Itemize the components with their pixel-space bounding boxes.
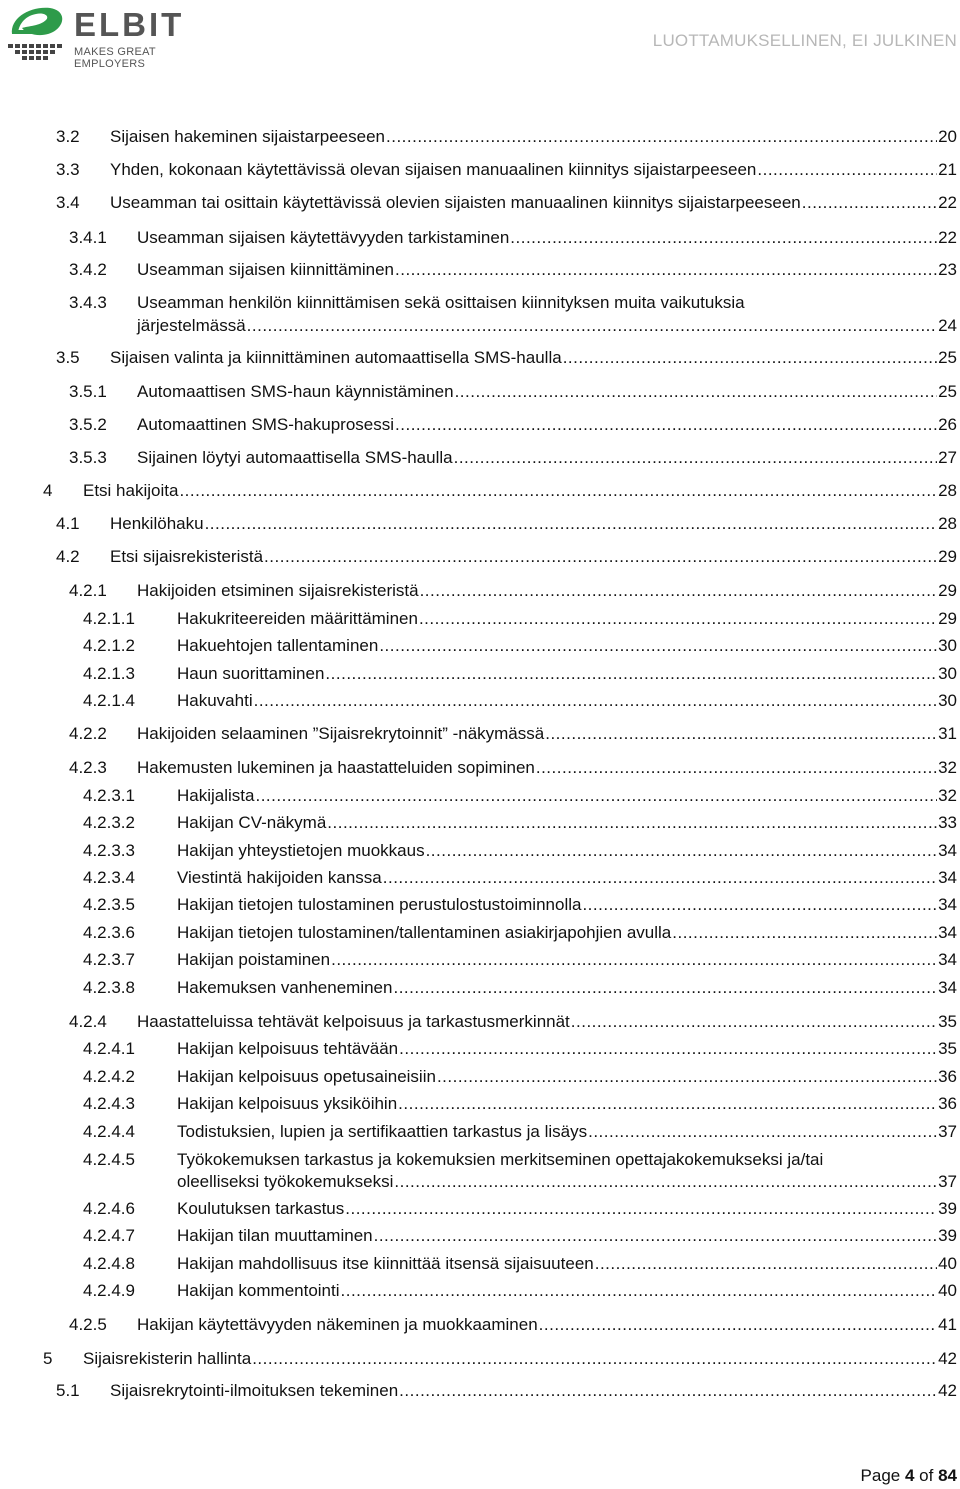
toc-entry-page: 30 [938, 691, 957, 710]
toc-entry[interactable] [83, 1066, 957, 1087]
toc-entry-number: 4.2.3.3 [83, 841, 135, 860]
logo-wordmark: ELBIT [74, 6, 185, 43]
toc-entry-number: 3.2 [56, 127, 80, 146]
toc-entry-title: Hakemusten lukeminen ja haastatteluiden sopiminen [137, 758, 535, 777]
toc-entry-title: Hakijan CV-näkymä [177, 813, 327, 832]
toc-entry-title: järjestelmässä [137, 316, 246, 335]
toc-entry[interactable] [69, 414, 957, 435]
toc-entry[interactable] [69, 723, 957, 744]
toc-entry-page: 35 [938, 1012, 957, 1031]
page-number-separator: of [914, 1466, 939, 1485]
toc-entry-number: 3.4 [56, 193, 80, 212]
toc-entry[interactable] [83, 785, 957, 806]
toc-entry-page: 22 [938, 193, 957, 212]
toc-entry-title: Hakijoiden selaaminen ”Sijaisrekrytoinnit” -näkymässä [137, 724, 545, 743]
toc-entry-number: 3.5 [56, 348, 80, 367]
toc-entry-number: 4.2.3.4 [83, 868, 135, 887]
toc-entry[interactable] [83, 1280, 957, 1301]
toc-entry[interactable] [69, 259, 957, 280]
toc-entry-number: 4.2.3.1 [83, 786, 135, 805]
toc-entry-title: Etsi hakijoita [83, 481, 179, 500]
toc-entry-number: 4.2.3.7 [83, 950, 135, 969]
toc-entry-page: 29 [938, 547, 957, 566]
toc-entry-title: Viestintä hakijoiden kanssa [177, 868, 382, 887]
page-number-prefix: Page [860, 1466, 905, 1485]
toc-entry-page: 23 [938, 260, 957, 279]
toc-entry-page: 34 [938, 841, 957, 860]
toc-entry-title: Automaattisen SMS-haun käynnistäminen [137, 382, 454, 401]
toc-entry[interactable] [56, 347, 957, 368]
toc-entry-page: 39 [938, 1226, 957, 1245]
toc-entry-title: Useamman tai osittain käytettävissä olevien sijaisten manuaalinen kiinnitys sijaistarpeeseen [110, 193, 801, 212]
toc-entry-title: Hakuvahti [177, 691, 253, 710]
toc-entry-title: Hakuehtojen tallentaminen [177, 636, 379, 655]
toc-entry-title: Sijaisen valinta ja kiinnittäminen automaattisella SMS-haulla [110, 348, 562, 367]
toc-entry-title: Hakijan kelpoisuus tehtävään [177, 1039, 399, 1058]
toc-entry[interactable] [83, 812, 957, 833]
toc-entry[interactable] [83, 1093, 957, 1114]
toc-entry-title: Hakijan poistaminen [177, 950, 331, 969]
toc-entry-page: 21 [938, 160, 957, 179]
toc-entry-title: Hakijan yhteystietojen muokkaus [177, 841, 425, 860]
toc-entry[interactable] [43, 480, 957, 501]
toc-entry-title: Sijaisrekisterin hallinta [83, 1349, 252, 1368]
toc-entry-title: Hakijalista [177, 786, 255, 805]
toc-entry[interactable] [83, 1038, 957, 1059]
toc-entry[interactable] [69, 292, 957, 336]
page-footer [861, 1466, 957, 1486]
toc-entry[interactable] [83, 690, 957, 711]
toc-entry-number: 4.2.3.5 [83, 895, 135, 914]
toc-entry-number: 4.2.1 [69, 581, 107, 600]
toc-entry-number: 3.4.2 [69, 260, 107, 279]
toc-entry[interactable] [83, 1198, 957, 1219]
toc-entry-title: Hakukriteereiden määrittäminen [177, 609, 418, 628]
toc-entry-page: 35 [938, 1039, 957, 1058]
toc-entry[interactable] [83, 1121, 957, 1142]
toc-entry-title: Koulutuksen tarkastus [177, 1199, 345, 1218]
toc-entry-title-line1: Useamman henkilön kiinnittämisen sekä osittaisen kiinnityksen muita vaikutuksia [137, 293, 745, 312]
toc-entry-number: 4.2.3 [69, 758, 107, 777]
current-page-number: 4 [904, 1466, 915, 1485]
toc-entry-number: 3.5.1 [69, 382, 107, 401]
toc-entry-page: 27 [938, 448, 957, 467]
toc-entry-title: oleelliseksi työkokemukseksi [177, 1172, 394, 1191]
toc-entry-number: 3.3 [56, 160, 80, 179]
toc-entry-number: 4.2.1.3 [83, 664, 135, 683]
toc-entry-page: 37 [938, 1172, 957, 1191]
toc-entry-page: 24 [938, 316, 957, 335]
toc-entry-title: Haun suorittaminen [177, 664, 325, 683]
toc-entry-page: 25 [938, 348, 957, 367]
toc-entry-number: 4.2.3.2 [83, 813, 135, 832]
toc-entry-number: 4.2.1.2 [83, 636, 135, 655]
toc-entry-title: Etsi sijaisrekisteristä [110, 547, 264, 566]
toc-entry-page: 33 [938, 813, 957, 832]
toc-entry[interactable] [69, 1314, 957, 1335]
toc-entry-page: 34 [938, 923, 957, 942]
total-page-count: 84 [938, 1466, 957, 1485]
toc-entry[interactable] [43, 1348, 957, 1369]
toc-entry-number: 4.2.4.3 [83, 1094, 135, 1113]
toc-entry[interactable] [83, 867, 957, 888]
toc-entry-page: 31 [938, 724, 957, 743]
toc-entry-title: Hakijan tilan muuttaminen [177, 1226, 373, 1245]
page-header [0, 0, 960, 70]
toc-entry-page: 42 [938, 1349, 957, 1368]
company-logo [4, 4, 224, 70]
toc-entry-number: 4.2.4.6 [83, 1199, 135, 1218]
classification-label: LUOTTAMUKSELLINEN, EI JULKINEN [652, 31, 957, 50]
toc-entry-number: 4.2.4.8 [83, 1254, 135, 1273]
toc-entry-page: 32 [938, 758, 957, 777]
toc-entry-page: 37 [938, 1122, 957, 1141]
toc-entry-title: Todistuksien, lupien ja sertifikaattien tarkastus ja lisäys [177, 1122, 588, 1141]
toc-entry[interactable] [83, 977, 957, 998]
toc-entry-number: 4.2.4 [69, 1012, 107, 1031]
toc-entry-title: Hakijoiden etsiminen sijaisrekisteristä [137, 581, 419, 600]
toc-entry[interactable] [69, 381, 957, 402]
toc-entry[interactable] [83, 663, 957, 684]
toc-entry-number: 5 [43, 1349, 53, 1368]
logo-mark-icon [4, 4, 70, 64]
toc-entry-page: 40 [938, 1254, 957, 1273]
toc-entry-page: 40 [938, 1281, 957, 1300]
toc-entry[interactable] [83, 840, 957, 861]
toc-entry-title: Hakijan käytettävyyden näkeminen ja muokkaaminen [137, 1315, 538, 1334]
toc-entry-number: 4.2.1.1 [83, 609, 135, 628]
toc-entry-page: 22 [938, 228, 957, 247]
toc-entry-page: 20 [938, 127, 957, 146]
toc-entry-number: 4.2.4.5 [83, 1150, 135, 1169]
toc-entry[interactable] [56, 126, 957, 147]
toc-entry-title: Hakijan kelpoisuus opetusaineisiin [177, 1067, 436, 1086]
toc-entry[interactable] [83, 1225, 957, 1246]
toc-entry-page: 42 [938, 1381, 957, 1400]
toc-entry[interactable] [83, 949, 957, 970]
toc-entry[interactable] [56, 159, 957, 180]
toc-entry-title: Hakijan tietojen tulostaminen/tallentaminen asiakirjapohjien avulla [177, 923, 672, 942]
toc-entry-number: 3.5.2 [69, 415, 107, 434]
toc-entry-number: 4.2.2 [69, 724, 107, 743]
toc-entry-page: 28 [938, 481, 957, 500]
toc-entry-page: 34 [938, 895, 957, 914]
toc-entry[interactable] [83, 635, 957, 656]
toc-entry-title: Hakemuksen vanheneminen [177, 978, 393, 997]
toc-entry-title: Hakijan tietojen tulostaminen perustulostustoiminnolla [177, 895, 582, 914]
toc-entry-number: 3.4.1 [69, 228, 107, 247]
toc-entry-title: Useamman sijaisen kiinnittäminen [137, 260, 395, 279]
toc-entry-page: 36 [938, 1067, 957, 1086]
toc-entry-number: 4 [43, 481, 53, 500]
toc-entry[interactable] [69, 447, 957, 468]
toc-entry-page: 34 [938, 978, 957, 997]
toc-entry-title: Henkilöhaku [110, 514, 204, 533]
toc-entry[interactable] [69, 757, 957, 778]
toc-entry-number: 4.2.4.9 [83, 1281, 135, 1300]
toc-entry[interactable] [83, 894, 957, 915]
toc-entry[interactable] [83, 608, 957, 629]
toc-entry-title: Haastatteluissa tehtävät kelpoisuus ja tarkastusmerkinnät [137, 1012, 570, 1031]
toc-entry-number: 4.2.3.6 [83, 923, 135, 942]
toc-entry-number: 4.2.4.4 [83, 1122, 135, 1141]
toc-entry-page: 41 [938, 1315, 957, 1334]
toc-entry-page: 36 [938, 1094, 957, 1113]
toc-entry-page: 34 [938, 868, 957, 887]
toc-entry[interactable] [83, 1253, 957, 1274]
toc-entry-number: 4.2.3.8 [83, 978, 135, 997]
logo-tagline: MAKES GREAT EMPLOYERS [74, 46, 156, 70]
toc-entry-page: 30 [938, 636, 957, 655]
toc-entry-title: Automaattinen SMS-hakuprosessi [137, 415, 395, 434]
toc-entry-number: 3.5.3 [69, 448, 107, 467]
toc-entry-title: Hakijan mahdollisuus itse kiinnittää itsensä sijaisuuteen [177, 1254, 594, 1273]
toc-entry-title: Hakijan kelpoisuus yksiköihin [177, 1094, 398, 1113]
toc-entry[interactable] [69, 227, 957, 248]
toc-entry[interactable] [56, 513, 957, 534]
toc-entry-page: 30 [938, 664, 957, 683]
toc-entry-page: 34 [938, 950, 957, 969]
toc-entry-page: 28 [938, 514, 957, 533]
toc-entry[interactable] [56, 546, 957, 567]
toc-entry-number: 4.1 [56, 514, 80, 533]
toc-entry-page: 26 [938, 415, 957, 434]
toc-entry-title: Useamman sijaisen käytettävyyden tarkistaminen [137, 228, 510, 247]
toc-entry-number: 3.4.3 [69, 293, 107, 312]
toc-entry[interactable] [56, 192, 957, 213]
toc-entry[interactable] [56, 1380, 957, 1401]
toc-entry[interactable] [83, 1149, 957, 1193]
toc-entry-title: Hakijan kommentointi [177, 1281, 340, 1300]
toc-entry[interactable] [69, 1011, 957, 1032]
toc-entry-title-line1: Työkokemuksen tarkastus ja kokemuksien merkitseminen opettajakokemukseksi ja/tai [177, 1150, 824, 1169]
toc-entry-page: 39 [938, 1199, 957, 1218]
toc-entry-title: Yhden, kokonaan käytettävissä olevan sijaisen manuaalinen kiinnitys sijaistarpeeseen [110, 160, 757, 179]
toc-entry-number: 5.1 [56, 1381, 80, 1400]
toc-entry-number: 4.2.4.2 [83, 1067, 135, 1086]
toc-entry-title: Sijainen löytyi automaattisella SMS-haulla [137, 448, 453, 467]
toc-entry-page: 29 [938, 581, 957, 600]
toc-entry-number: 4.2.4.7 [83, 1226, 135, 1245]
toc-entry-number: 4.2.1.4 [83, 691, 135, 710]
toc-entry-title: Sijaisrekrytointi-ilmoituksen tekeminen [110, 1381, 399, 1400]
toc-entry[interactable] [69, 580, 957, 601]
toc-entry[interactable] [83, 922, 957, 943]
toc-entry-title: Sijaisen hakeminen sijaistarpeeseen [110, 127, 385, 146]
toc-entry-number: 4.2.5 [69, 1315, 107, 1334]
toc-entry-number: 4.2 [56, 547, 80, 566]
toc-entry-page: 29 [938, 609, 957, 628]
toc-entry-number: 4.2.4.1 [83, 1039, 135, 1058]
toc-entry-page: 32 [938, 786, 957, 805]
toc-entry-page: 25 [938, 382, 957, 401]
